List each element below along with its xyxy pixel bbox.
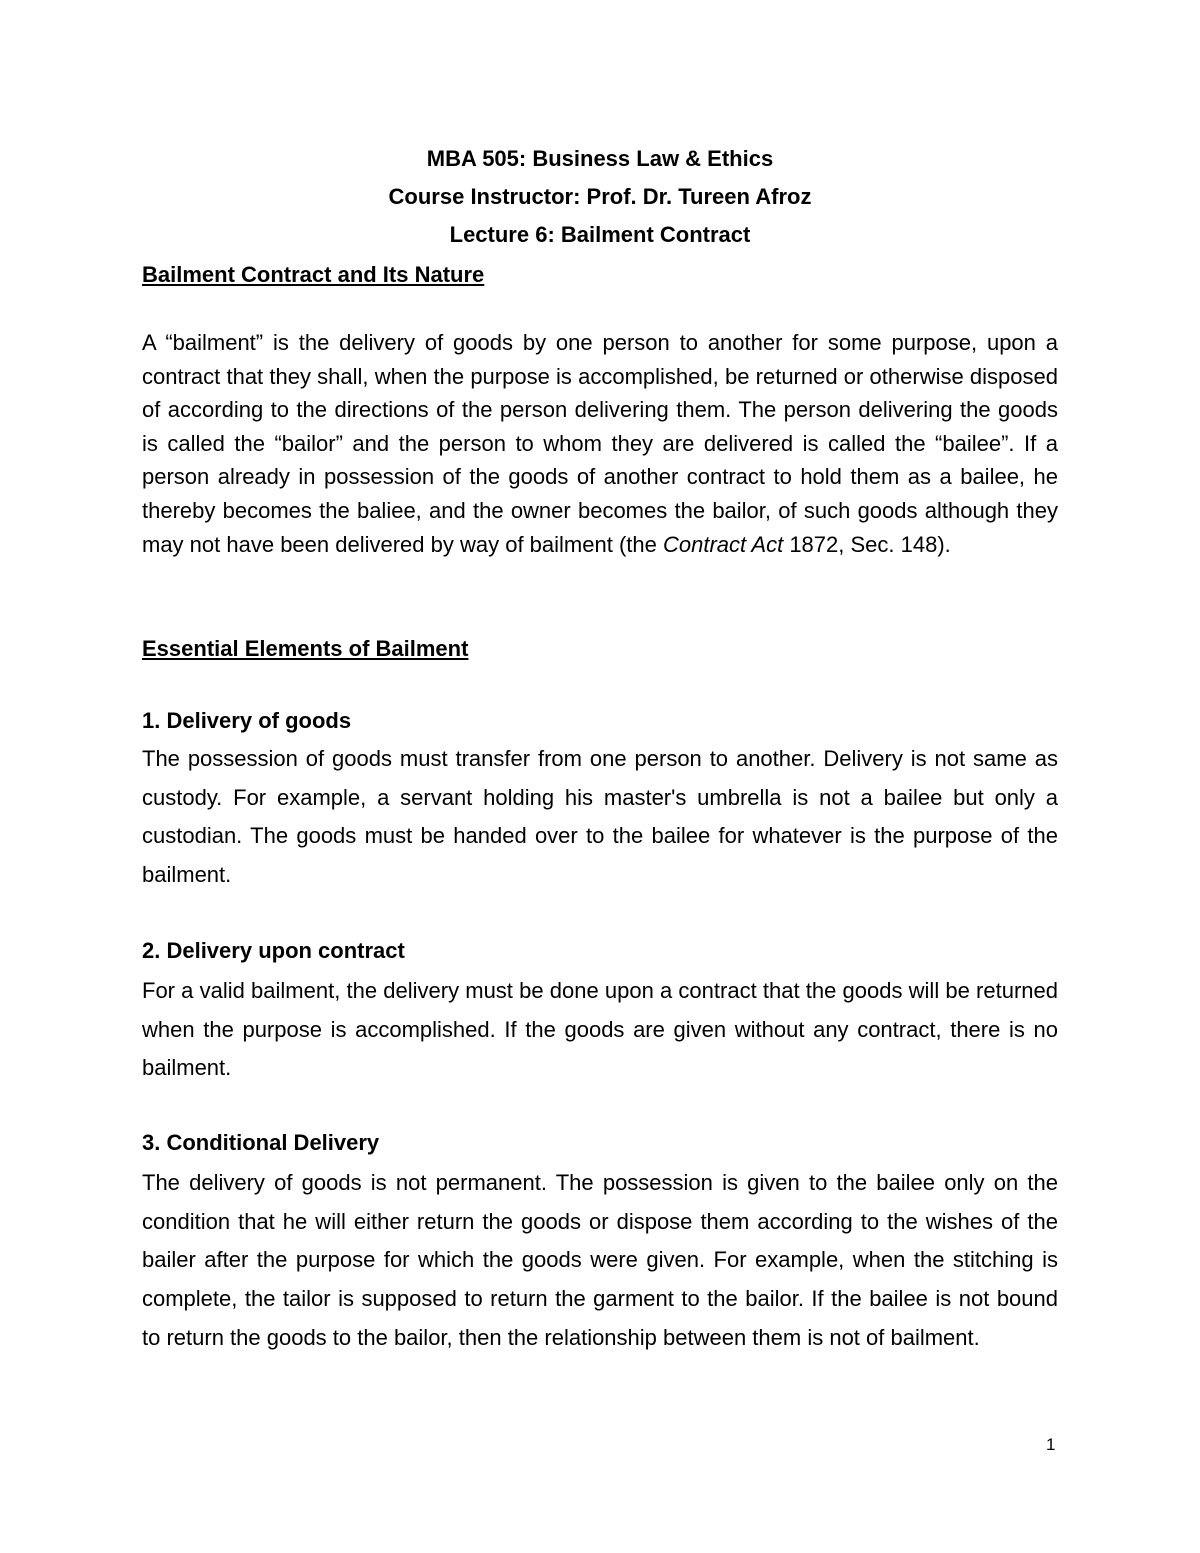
page-number: 1 <box>1046 1435 1056 1454</box>
element-heading-delivery-of-goods: 1. Delivery of goods <box>142 708 352 733</box>
element-text-delivery-of-goods: The possession of goods must transfer from one person to another. Delivery is not same as custody. For example, a servant holding his master's umbrella is not a bailee but only a custodian. The goods must be handed over to the bailee for whatever is the purpose of the bailment. <box>142 746 1058 888</box>
course-instructor: Course Instructor: Prof. Dr. Tureen Afroz <box>388 184 812 209</box>
element-text-delivery-upon-contract: For a valid bailment, the delivery must be done upon a contract that the goods will be returned when the purpose is accomplished. If the goods are given without any contract, there is no bailment. <box>142 978 1058 1081</box>
lecture-title: Lecture 6: Bailment Contract <box>449 222 751 247</box>
element-heading-delivery-upon-contract: 2. Delivery upon contract <box>142 938 405 963</box>
section-heading-elements: Essential Elements of Bailment <box>142 636 469 661</box>
section-heading-nature: Bailment Contract and Its Nature <box>142 262 485 287</box>
bailment-definition-paragraph <box>142 326 1058 561</box>
element-heading-conditional-delivery: 3. Conditional Delivery <box>142 1130 380 1155</box>
element-text-conditional-delivery: The delivery of goods is not permanent. The possession is given to the bailee only on the condition that he will either return the goods or dispose them according to the wishes of the bailer after the purpose for which the goods were given. For example, when the stitching is complete, the tailor is supposed to return the garment to the bailor. If the bailee is not bound to return the goods to the bailor, then the relationship between them is not of bailment. <box>142 1170 1058 1350</box>
paragraph-text: A “bailment” is the delivery of goods by one person to another for some purpose, upon a contract that they shall, when the purpose is accomplished, be returned or otherwise disposed of according to the directions of the person delivering them. The person delivering the goods is called the “bailor” and the person to whom they are delivered is called the “bailee”. If a person already in possession of the goods of another contract to hold them as a bailee, he thereby becomes the baliee, and the owner becomes the bailor, of such goods although they may not have been delivered by way of bailment (the <box>142 330 1058 557</box>
paragraph-text-end: 1872, Sec. 148). <box>783 531 951 557</box>
course-title: MBA 505: Business Law & Ethics <box>426 146 774 171</box>
act-name: Contract Act <box>662 531 784 557</box>
